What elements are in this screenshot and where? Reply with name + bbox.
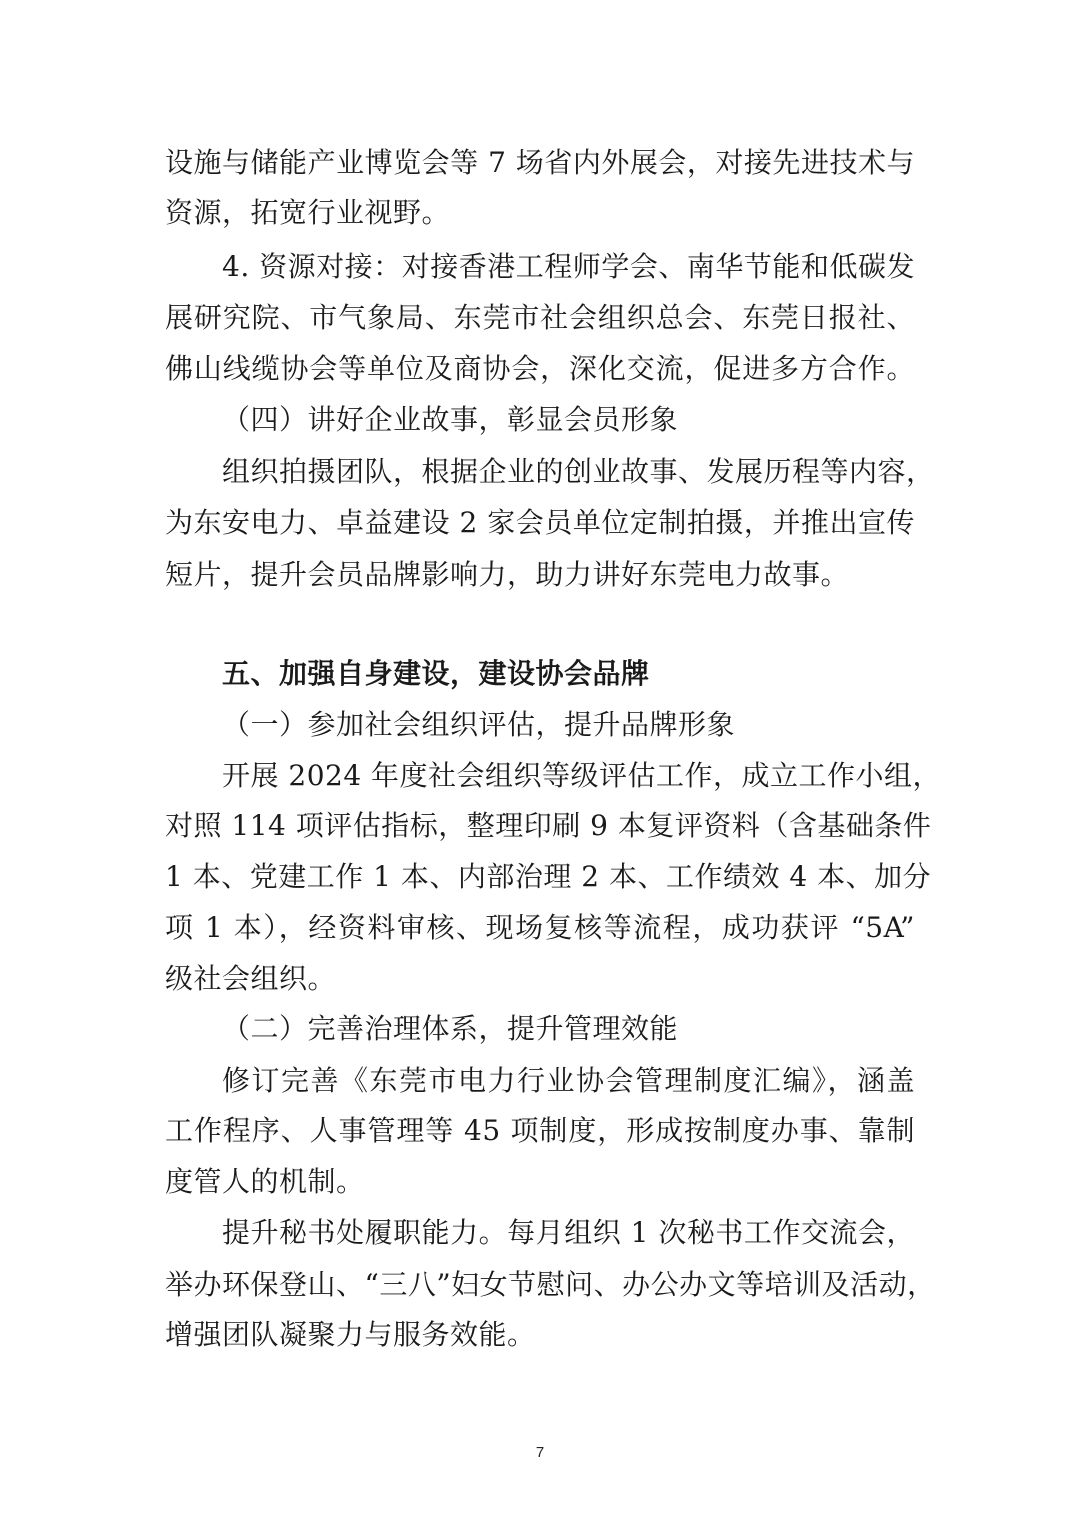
body-text-line: 度管人的机制。: [165, 1165, 365, 1198]
body-text-line: 修订完善《东莞市电力行业协会管理制度汇编》，涵盖: [222, 1064, 915, 1097]
body-text-line: 设施与储能产业博览会等 7 场省内外展会，对接先进技术与: [165, 146, 915, 179]
body-text-line: 增强团队凝聚力与服务效能。: [165, 1318, 536, 1351]
body-text-line: 短片，提升会员品牌影响力，助力讲好东莞电力故事。: [165, 558, 850, 591]
subsection-heading-4: （四）讲好企业故事，彰显会员形象: [222, 403, 679, 436]
body-text-line: 佛山线缆协会等单位及商协会，深化交流，促进多方合作。: [165, 352, 915, 385]
page-number: 7: [535, 1444, 545, 1461]
body-text-line: 为东安电力、卓益建设 2 家会员单位定制拍摄，并推出宣传: [165, 506, 915, 539]
section-heading-5: 五、加强自身建设，建设协会品牌: [222, 657, 650, 690]
body-text-line: 提升秘书处履职能力。每月组织 1 次秘书工作交流会，: [222, 1216, 915, 1249]
body-text-line: 1 本、党建工作 1 本、内部治理 2 本、工作绩效 4 本、加分: [165, 860, 932, 893]
body-text-line: 级社会组织。: [165, 962, 337, 995]
body-text-line: 开展 2024 年度社会组织等级评估工作，成立工作小组，: [222, 759, 942, 792]
body-text-line: 资源，拓宽行业视野。: [165, 196, 451, 229]
subsection-heading-1: （一）参加社会组织评估，提升品牌形象: [222, 708, 736, 741]
body-text-line: 举办环保登山、“三八”妇女节慰问、办公办文等培训及活动，: [165, 1268, 936, 1301]
body-text-line: 工作程序、人事管理等 45 项制度，形成按制度办事、靠制: [165, 1114, 915, 1147]
body-text-line: 展研究院、市气象局、东莞市社会组织总会、东莞日报社、: [165, 301, 915, 334]
list-item-resource-docking: 4. 资源对接：对接香港工程师学会、南华节能和低碳发: [222, 250, 915, 283]
body-text-line: 对照 114 项评估指标，整理印刷 9 本复评资料（含基础条件: [165, 809, 932, 842]
body-text-line: 组织拍摄团队，根据企业的创业故事、发展历程等内容，: [222, 455, 935, 488]
body-text-line: 项 1 本），经资料审核、现场复核等流程，成功获评 “5A”: [165, 911, 915, 944]
subsection-heading-2: （二）完善治理体系，提升管理效能: [222, 1012, 679, 1045]
